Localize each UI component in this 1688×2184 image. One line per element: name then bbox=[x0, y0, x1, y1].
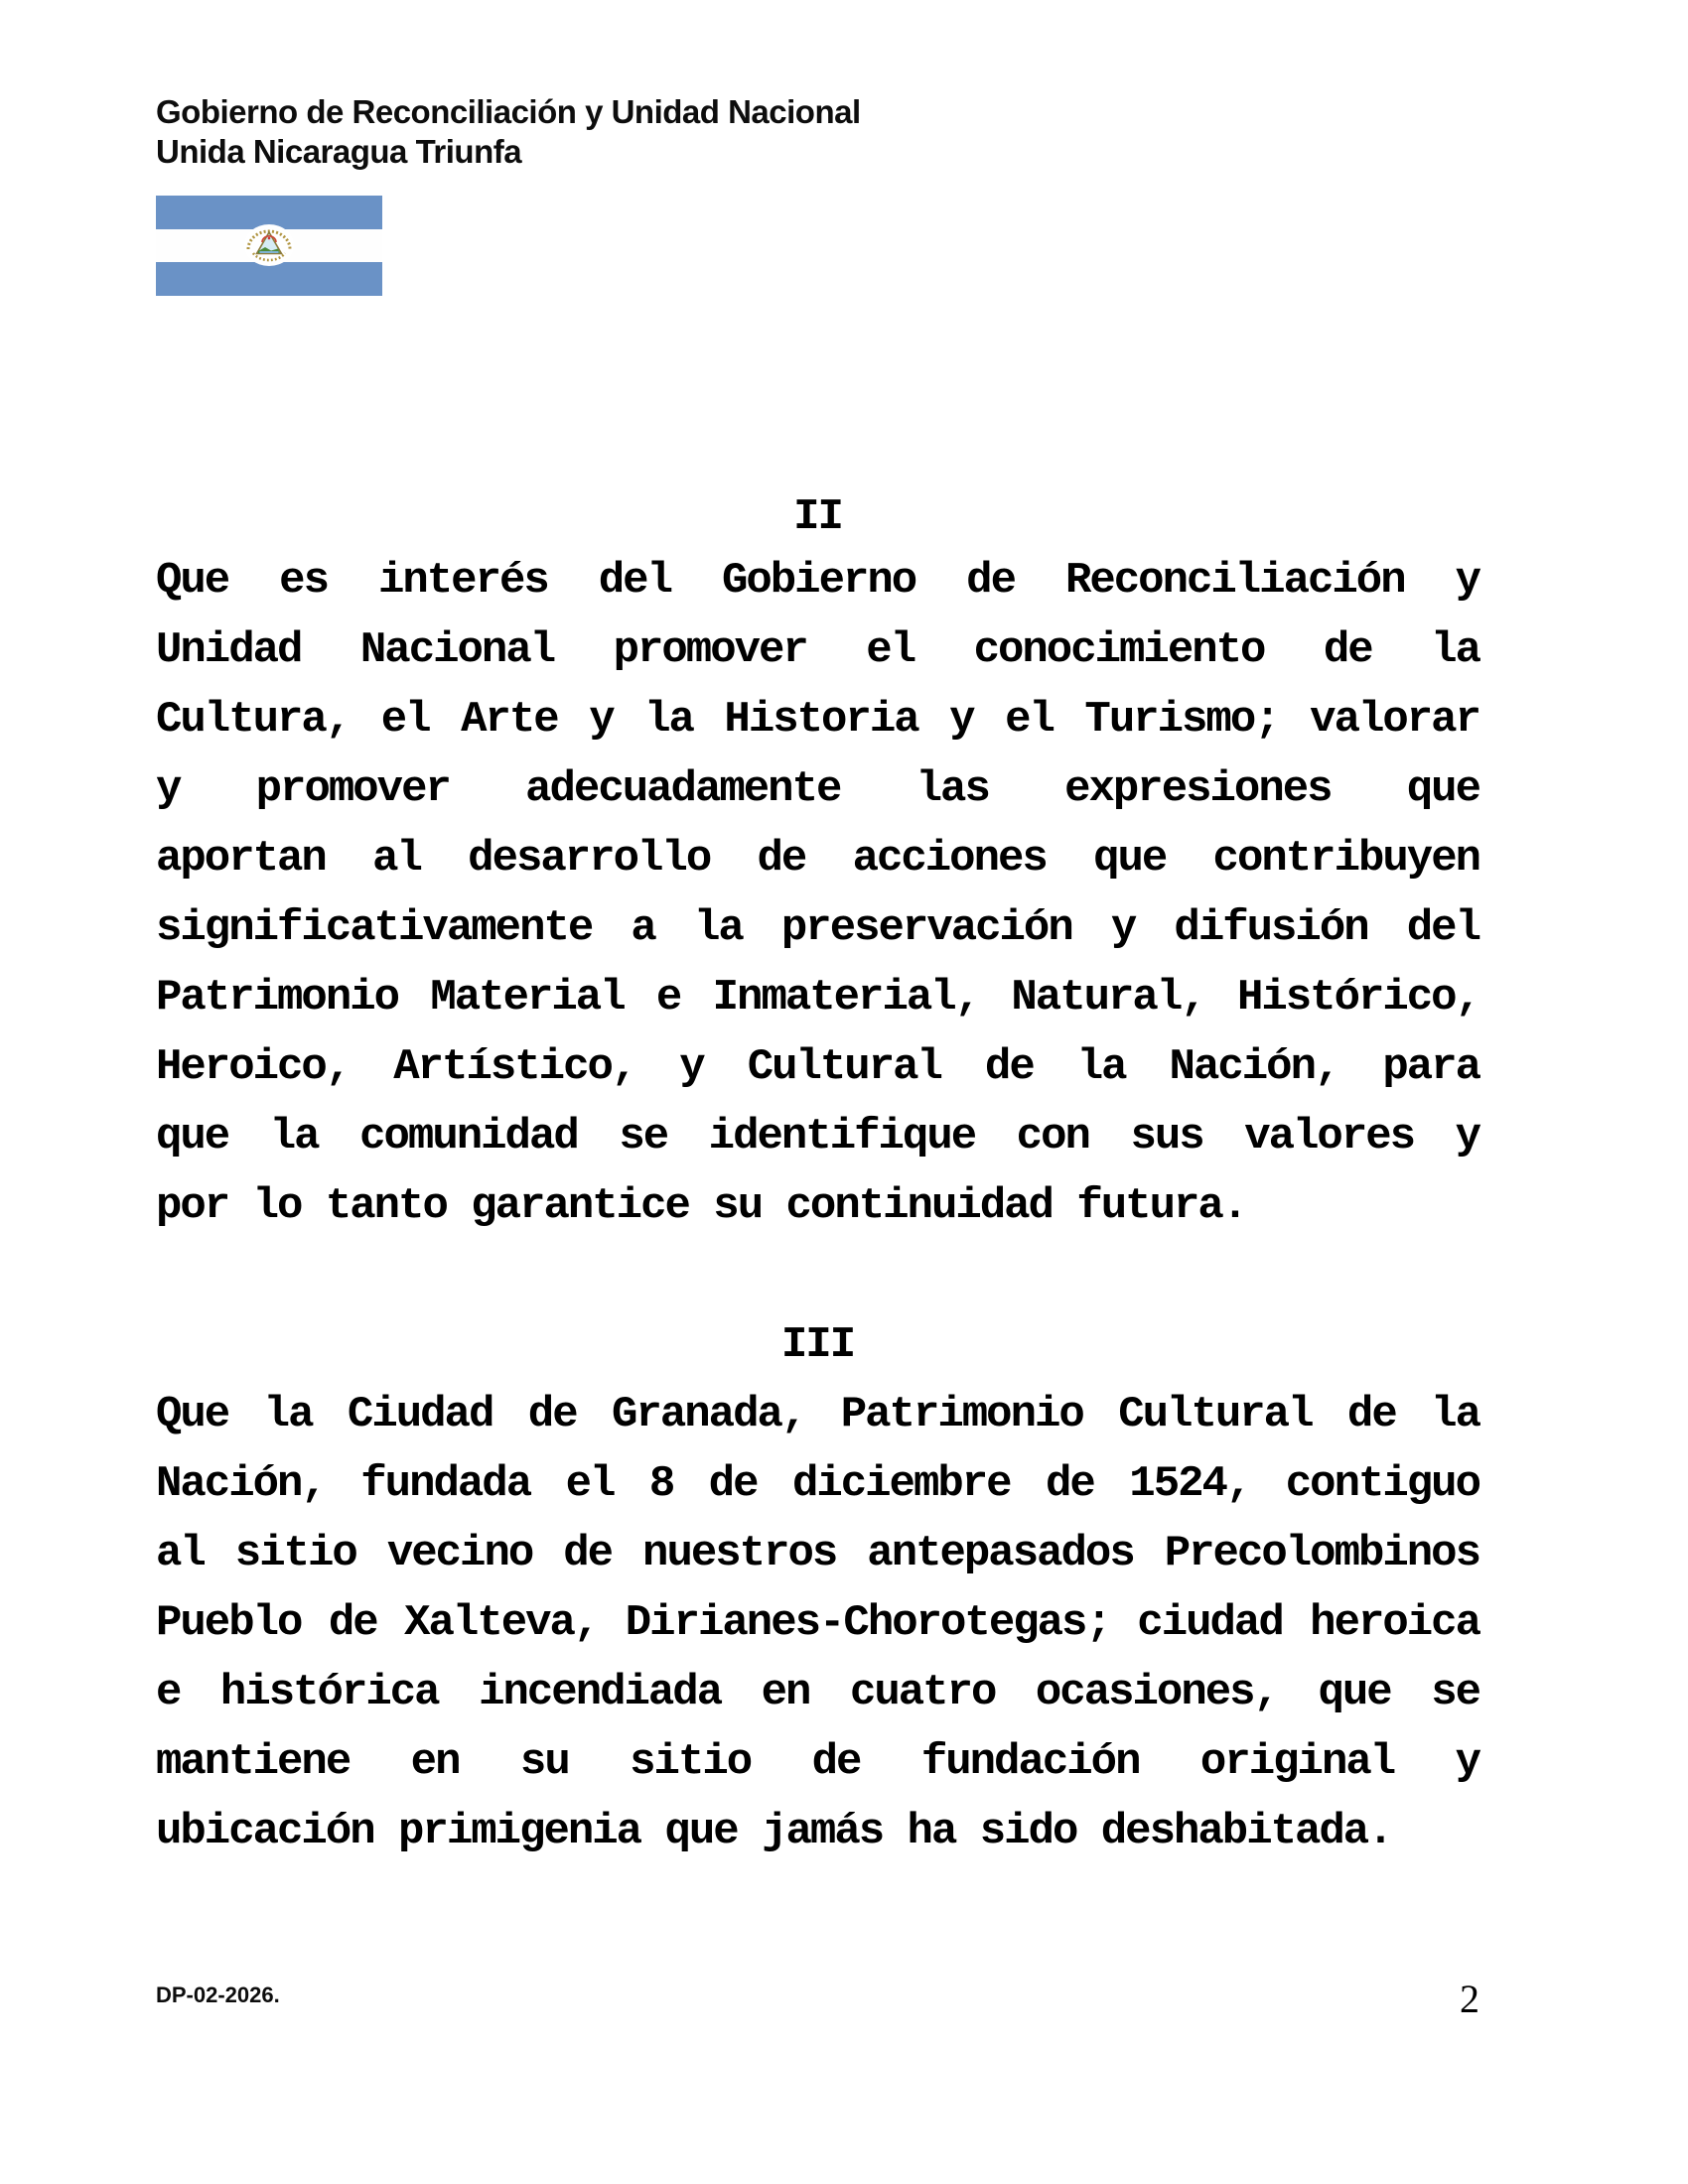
paragraph-line: aportan al desarrollo de acciones que contribuyen bbox=[156, 834, 1479, 884]
emblem-lake bbox=[260, 251, 279, 253]
paragraph-iii bbox=[156, 1380, 1479, 1866]
paragraph-line: significativamente a la preservación y difusión del bbox=[156, 903, 1479, 953]
paragraph-line: por lo tanto garantice su continuidad futura. bbox=[156, 1181, 1247, 1231]
paragraph-line: Que la Ciudad de Granada, Patrimonio Cultural de la bbox=[156, 1390, 1479, 1439]
paragraph-line: mantiene en su sitio de fundación original y bbox=[156, 1737, 1479, 1787]
paragraph-line: Nación, fundada el 8 de diciembre de 1524, contiguo bbox=[156, 1459, 1479, 1509]
paragraph-line: Que es interés del Gobierno de Reconciliación y bbox=[156, 556, 1479, 606]
paragraph-line: e histórica incendiada en cuatro ocasiones, que se bbox=[156, 1668, 1479, 1717]
header bbox=[156, 92, 861, 172]
section-heading-ii: II bbox=[793, 492, 842, 542]
page-number: 2 bbox=[1460, 1977, 1479, 2021]
header-title: Gobierno de Reconciliación y Unidad Nacional bbox=[156, 93, 861, 130]
header-subtitle: Unida Nicaragua Triunfa bbox=[156, 133, 522, 170]
nicaragua-flag bbox=[156, 196, 382, 296]
doc-reference: DP-02-2026. bbox=[156, 1982, 280, 2007]
paragraph-line: Unidad Nacional promover el conocimiento de la bbox=[156, 625, 1479, 675]
paragraph-line: ubicación primigenia que jamás ha sido deshabitada. bbox=[156, 1807, 1392, 1856]
paragraph-line: Cultura, el Arte y la Historia y el Turismo; valorar bbox=[156, 695, 1479, 745]
paragraph-line: Pueblo de Xalteva, Dirianes-Chorotegas; ciudad heroica bbox=[156, 1598, 1479, 1648]
paragraph-line: Heroico, Artístico, y Cultural de la Nación, para bbox=[156, 1042, 1479, 1092]
paragraph-line: y promover adecuadamente las expresiones que bbox=[156, 764, 1479, 814]
paragraph-line: al sitio vecino de nuestros antepasados Precolombinos bbox=[156, 1529, 1479, 1578]
emblem-cap bbox=[268, 237, 271, 240]
paragraph-line: Patrimonio Material e Inmaterial, Natural, Histórico, bbox=[156, 973, 1479, 1023]
paragraph-ii bbox=[156, 546, 1479, 1241]
paragraph-line: que la comunidad se identifique con sus valores y bbox=[156, 1112, 1479, 1161]
coat-of-arms-emblem bbox=[241, 221, 297, 269]
section-heading-iii: III bbox=[780, 1320, 855, 1370]
